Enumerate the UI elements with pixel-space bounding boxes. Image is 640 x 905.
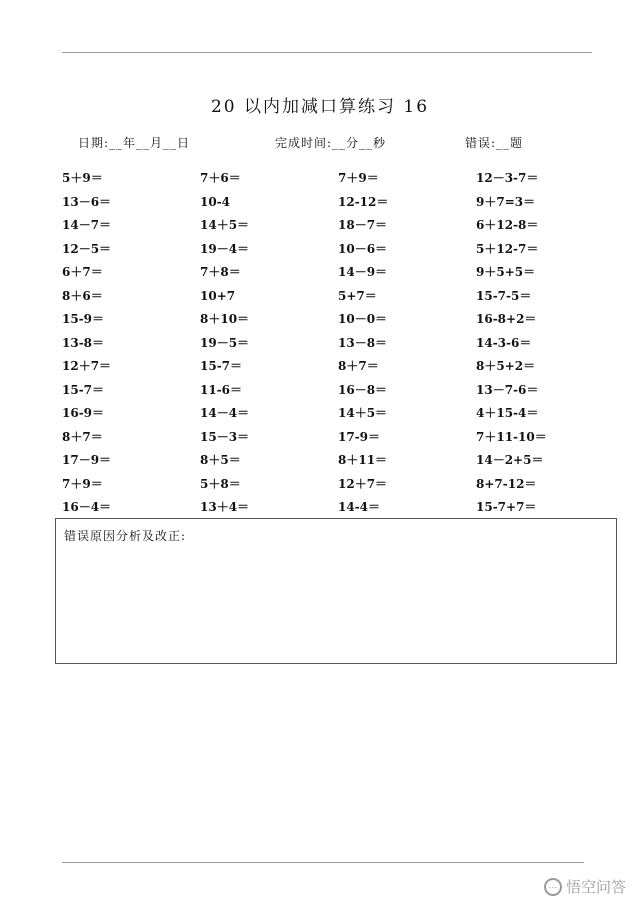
problem-row <box>62 450 622 474</box>
problem-cell: 9＋5+5＝ <box>476 265 536 279</box>
problem-row <box>62 286 622 310</box>
problem-cell: 17－9＝ <box>62 453 112 467</box>
problem-cell: 13-8＝ <box>62 335 105 350</box>
problem-cell: 12－5＝ <box>62 241 112 256</box>
problem-cell: 8＋6＝ <box>62 288 103 303</box>
problem-row <box>62 262 622 286</box>
bottom-rule <box>62 862 584 863</box>
problem-cell: 8+7-12＝ <box>476 476 537 491</box>
problem-cell: 7＋9＝ <box>338 171 379 185</box>
watermark <box>544 876 626 897</box>
speech-bubble-icon: … <box>544 878 562 896</box>
problem-cell: 14－7＝ <box>62 218 112 232</box>
worksheet-title: 20 以内加减口算练习 16 <box>210 97 430 117</box>
problem-cell: 19－5＝ <box>200 335 250 350</box>
problem-cell: 14＋5＝ <box>200 218 250 232</box>
problem-cell: 12-12＝ <box>338 194 389 209</box>
problem-row <box>62 403 622 427</box>
error-count-field: 错误:__题 <box>465 136 524 150</box>
problem-cell: 5+7＝ <box>338 288 377 303</box>
problem-cell: 6＋12-8＝ <box>476 218 539 232</box>
problem-row <box>62 474 622 498</box>
problem-cell: 8＋10＝ <box>200 312 250 326</box>
error-analysis-label: 错误原因分析及改正: <box>64 529 187 543</box>
problem-cell: 11-6＝ <box>200 382 243 397</box>
problem-cell: 8＋7＝ <box>338 359 379 373</box>
problem-cell: 15-7＝ <box>200 359 243 373</box>
problem-cell: 14－4＝ <box>200 406 250 420</box>
problem-cell: 7＋6＝ <box>200 171 241 185</box>
watermark-text: 悟空问答 <box>565 878 626 896</box>
problem-cell: 18－7＝ <box>338 218 388 232</box>
problem-row <box>62 239 622 263</box>
problem-cell: 16-9＝ <box>62 406 105 420</box>
problem-cell: 15-7+7＝ <box>476 500 537 514</box>
problem-cell: 7＋9＝ <box>62 476 103 491</box>
problem-row <box>62 333 622 357</box>
problem-cell: 15-7-5＝ <box>476 288 532 303</box>
problem-cell: 5＋12-7＝ <box>476 241 539 256</box>
problem-cell: 15-7＝ <box>62 382 105 397</box>
problem-cell: 13－8＝ <box>338 335 388 350</box>
problem-cell: 16－8＝ <box>338 382 388 397</box>
problem-cell: 4＋15-4＝ <box>476 406 539 420</box>
problem-cell: 10－0＝ <box>338 312 388 326</box>
problem-cell: 14－9＝ <box>338 265 388 279</box>
problem-cell: 8＋5+2＝ <box>476 359 536 373</box>
problem-cell: 7＋8＝ <box>200 265 241 279</box>
problem-cell: 12＋7＝ <box>62 359 112 373</box>
problem-cell: 12＋7＝ <box>338 476 388 491</box>
problem-row <box>62 309 622 333</box>
error-analysis-box <box>55 518 617 664</box>
problem-cell: 10-4 <box>200 194 231 209</box>
problem-cell: 8＋7＝ <box>62 429 103 444</box>
problem-row <box>62 497 622 521</box>
problem-cell: 15-9＝ <box>62 312 105 326</box>
problem-cell: 8＋5＝ <box>200 453 241 467</box>
problem-cell: 6＋7＝ <box>62 265 103 279</box>
problem-cell: 16－4＝ <box>62 500 112 514</box>
problem-cell: 13－7-6＝ <box>476 382 539 397</box>
problem-row <box>62 168 622 192</box>
date-field: 日期:__年__月__日 <box>78 136 191 150</box>
problem-cell: 9＋7=3＝ <box>476 194 536 209</box>
top-rule <box>62 52 592 53</box>
problem-cell: 16-8+2＝ <box>476 312 537 326</box>
problem-row <box>62 192 622 216</box>
problem-cell: 15－3＝ <box>200 429 250 444</box>
problem-cell: 5＋9＝ <box>62 171 103 185</box>
completion-time-field: 完成时间:__分__秒 <box>275 136 387 150</box>
problem-cell: 8＋11＝ <box>338 453 388 467</box>
problem-cell: 13＋4＝ <box>200 500 250 514</box>
problem-cell: 14－2+5＝ <box>476 453 544 467</box>
problem-cell: 14＋5＝ <box>338 406 388 420</box>
problem-grid <box>62 168 622 521</box>
problem-row <box>62 215 622 239</box>
problem-cell: 17-9＝ <box>338 429 381 444</box>
problem-cell: 14-4＝ <box>338 500 381 514</box>
problem-row <box>62 380 622 404</box>
problem-cell: 19－4＝ <box>200 241 250 256</box>
problem-cell: 12－3-7＝ <box>476 171 539 185</box>
problem-row <box>62 427 622 451</box>
problem-row <box>62 356 622 380</box>
problem-cell: 14-3-6＝ <box>476 335 532 350</box>
problem-cell: 10－6＝ <box>338 241 388 256</box>
problem-cell: 10+7 <box>200 288 236 303</box>
problem-cell: 5＋8＝ <box>200 476 241 491</box>
problem-cell: 7＋11-10＝ <box>476 429 547 444</box>
problem-cell: 13－6＝ <box>62 194 112 209</box>
